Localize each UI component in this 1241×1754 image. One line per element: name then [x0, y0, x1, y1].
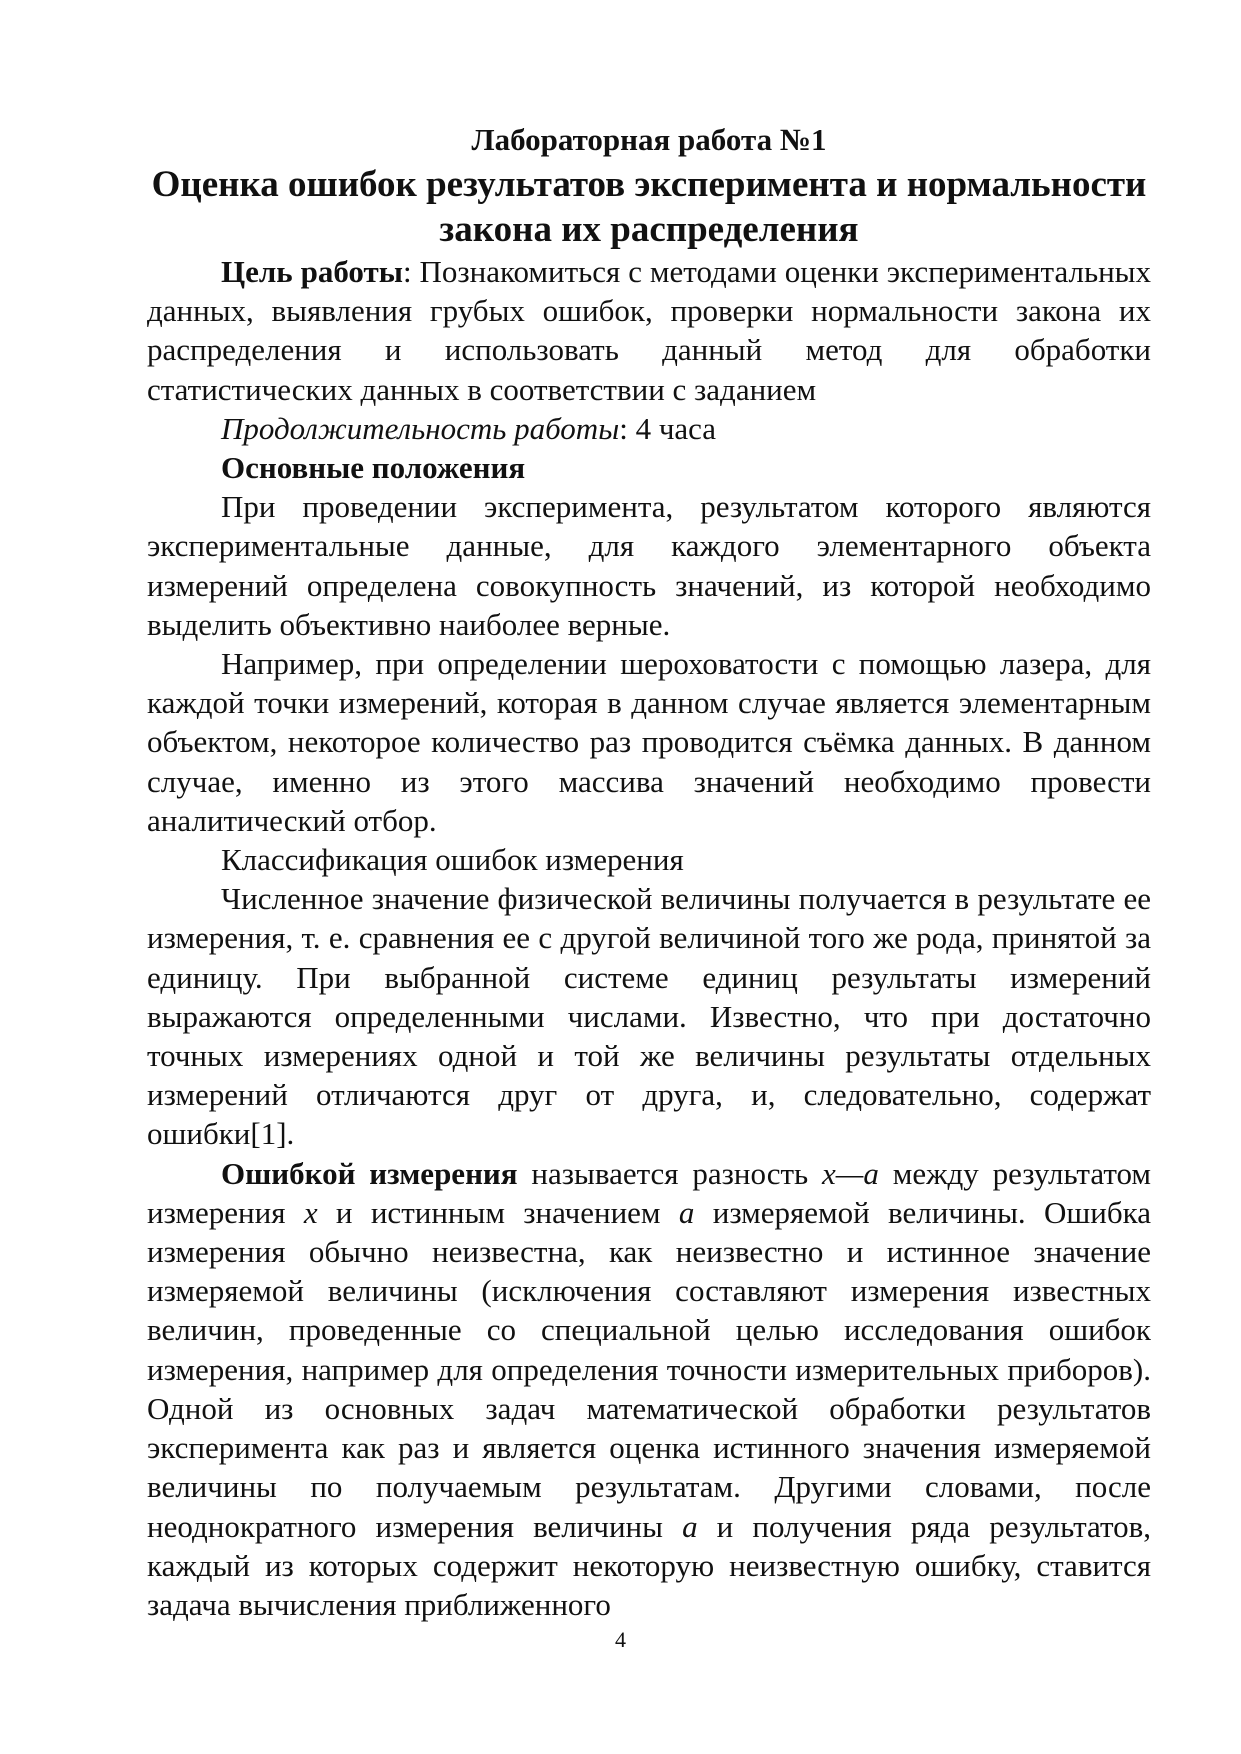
- paragraph-example: Например, при определении шероховатости с помощью лазера, для каждой точки измерений, которая в данном случае является элементарным объектом, некоторое количество раз проводится съёмка данных. В данном случае, именно из этого массива значений необходимо провести аналитический отбор.: [147, 646, 1151, 838]
- goal-text: Познакомиться с методами оценки экспериментальных данных, выявления грубых ошибок, проверки нормальности закона их распределения и использовать данный метод для обработки статистических данных в соответствии с заданием: [147, 254, 1151, 407]
- variable-a: a: [678, 1194, 695, 1230]
- error-term: Ошибкой измерения: [221, 1155, 518, 1191]
- work-title: Оценка ошибок результатов эксперимента и нормальности закона их распределения: [151, 164, 1147, 250]
- paragraph-intro: При проведении эксперимента, результатом которого являются экспериментальные данные, для каждого элементарного объекта измерений определена совокупность значений, из которой необходимо выделить объективно наиболее верные.: [147, 489, 1151, 642]
- duration-label: Продолжительность работы: [221, 410, 620, 446]
- error-text-3: и истинным значением: [317, 1194, 679, 1230]
- variable-x: x: [303, 1194, 318, 1230]
- goal-separator: :: [402, 254, 420, 289]
- variable-a-second: a: [682, 1508, 698, 1544]
- error-text-4: измеряемой величины. Ошибка измерения обычно неизвестна, как неизвестно и истинное значение измеряемой величины (исключения составляют измерения известных величин, проведенные со специальной целью исследования ошибок измерения, например для определения точности измерительных приборов). Одной из основных задач математической обработки результатов эксперимента как раз и является оценка истинного значения измеряемой величины по получаемым результатам. Другими словами, после неоднократного измерения величины: [147, 1194, 1151, 1544]
- document-page: [147, 118, 1151, 1624]
- page-number: 4: [615, 1627, 626, 1652]
- paragraph-error-definition: [147, 1154, 1151, 1624]
- duration-value: 4 часа: [635, 410, 717, 446]
- goal-paragraph: [147, 252, 1151, 409]
- paragraph-numeric-value: Численное значение физической величины получается в результате ее измерения, т. е. сравнения ее с другой величиной того же рода, принятой за единицу. При выбранной системе единиц результаты измерений выражаются определенными числами. Известно, что при достаточно точных измерениях одной и той же величины результаты отдельных измерений отличаются друг от друга, и, следовательно, содержат ошибки[1].: [147, 881, 1151, 1152]
- error-text-1: называется разность: [517, 1155, 823, 1191]
- goal-label: Цель работы: [221, 254, 403, 289]
- error-expression: x—a: [822, 1155, 879, 1191]
- error-text-2: между результатом измерения: [147, 1155, 1151, 1230]
- lab-number-title: Лабораторная работа №1: [471, 122, 827, 157]
- section-heading: Основные положения: [221, 450, 526, 486]
- error-text-5: и получения ряда результатов, каждый из которых содержит некоторую неизвестную ошибку, ставится задача вычисления приближенного: [147, 1508, 1151, 1622]
- classification-subheading: Классификация ошибок измерения: [221, 842, 684, 878]
- duration-line: [147, 409, 1151, 448]
- duration-separator: :: [619, 410, 636, 446]
